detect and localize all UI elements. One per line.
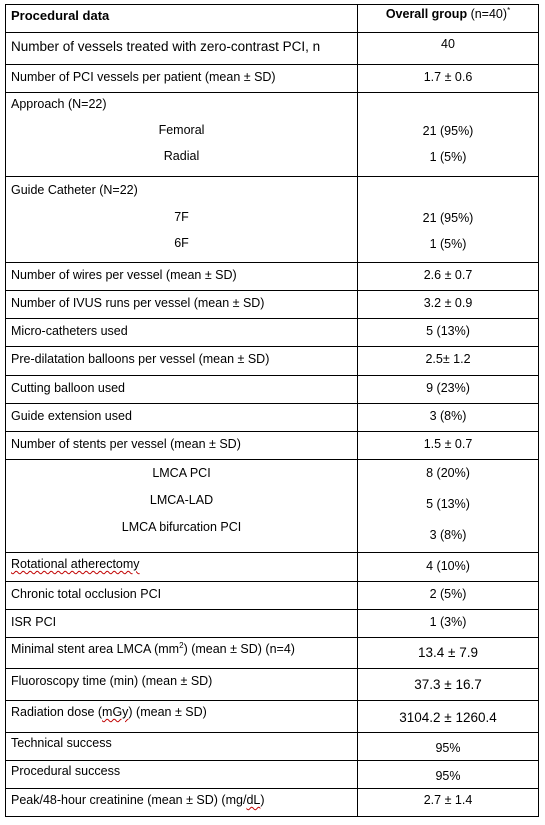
row-value: 1 (3%) <box>358 610 539 638</box>
row-label-pre: Radiation dose ( <box>11 705 103 719</box>
lmca-bifurcation-value: 3 (8%) <box>429 528 467 542</box>
row-label: Procedural success <box>6 761 358 789</box>
table-container <box>5 4 539 817</box>
row-label-post: ) (mean ± SD) (n=4) <box>183 642 295 656</box>
row-label-unit: dL <box>246 793 261 807</box>
row-label-post: ) (mean ± SD) <box>128 705 207 719</box>
row-label: Number of IVUS runs per vessel (mean ± SD) <box>6 291 358 319</box>
table-row <box>6 701 539 733</box>
header-footnote-mark: * <box>507 5 511 15</box>
header-n-count: (n=40) <box>467 7 508 21</box>
lmca-pci-label: LMCA PCI <box>152 466 211 480</box>
table-row <box>6 638 539 669</box>
row-label <box>6 701 358 733</box>
row-label: Number of vessels treated with zero-contrast PCI, n <box>6 33 358 65</box>
table-row <box>6 582 539 610</box>
row-value: 3104.2 ± 1260.4 <box>358 701 539 733</box>
table-row <box>6 432 539 460</box>
row-value: 3.2 ± 0.9 <box>358 291 539 319</box>
row-label-group <box>6 93 358 177</box>
row-value-group <box>358 177 539 263</box>
table-row <box>6 65 539 93</box>
row-label-superscript: 2 <box>179 640 184 650</box>
row-value-group <box>358 93 539 177</box>
row-value: 1.5 ± 0.7 <box>358 432 539 460</box>
row-label-text: Rotational atherectomy <box>11 557 140 571</box>
table-row <box>6 263 539 291</box>
header-overall-group <box>358 5 539 33</box>
row-label: Number of stents per vessel (mean ± SD) <box>6 432 358 460</box>
row-value: 2.6 ± 0.7 <box>358 263 539 291</box>
row-value: 37.3 ± 16.7 <box>358 669 539 701</box>
row-value: 5 (13%) <box>358 319 539 347</box>
approach-label: Approach (N=22) <box>11 97 107 111</box>
header-overall-group-bold: Overall group <box>385 7 468 21</box>
row-label <box>6 553 358 582</box>
row-label: Chronic total occlusion PCI <box>6 582 358 610</box>
lmca-pci-value: 8 (20%) <box>426 466 470 480</box>
table-row <box>6 789 539 817</box>
row-label: Cutting balloon used <box>6 376 358 404</box>
row-label: Micro-catheters used <box>6 319 358 347</box>
table-row-lmca <box>6 460 539 553</box>
row-label-unit: mGy <box>102 705 129 719</box>
table-row <box>6 610 539 638</box>
row-value: 13.4 ± 7.9 <box>358 638 539 669</box>
row-value: 40 <box>358 33 539 65</box>
guide-7f-value: 21 (95%) <box>422 211 474 225</box>
table-row <box>6 761 539 789</box>
lmca-lad-label: LMCA-LAD <box>149 493 214 507</box>
row-label-pre: Peak/48-hour creatinine (mean ± SD) (mg/ <box>11 793 247 807</box>
table-row <box>6 404 539 432</box>
guide-6f-value: 1 (5%) <box>429 237 467 251</box>
guide-catheter-label: Guide Catheter (N=22) <box>11 183 138 197</box>
row-value: 2.5± 1.2 <box>358 347 539 376</box>
row-value-group <box>358 460 539 553</box>
procedural-data-table <box>5 4 539 817</box>
approach-radial-label: Radial <box>163 149 200 163</box>
table-row-approach <box>6 93 539 177</box>
table-row <box>6 376 539 404</box>
header-procedural-data: Procedural data <box>6 5 358 33</box>
approach-femoral-label: Femoral <box>158 123 205 137</box>
row-label: ISR PCI <box>6 610 358 638</box>
guide-7f-label: 7F <box>174 210 189 224</box>
guide-6f-label: 6F <box>174 236 189 250</box>
row-label: Fluoroscopy time (min) (mean ± SD) <box>6 669 358 701</box>
row-label-post: ) <box>260 793 265 807</box>
table-row <box>6 669 539 701</box>
table-header-row <box>6 5 539 33</box>
row-value: 9 (23%) <box>358 376 539 404</box>
row-value: 4 (10%) <box>358 553 539 582</box>
row-label-pre: Minimal stent area LMCA (mm <box>11 642 180 656</box>
row-label-group <box>6 177 358 263</box>
table-row <box>6 319 539 347</box>
row-label <box>6 789 358 817</box>
lmca-lad-value: 5 (13%) <box>426 497 470 511</box>
row-label: Technical success <box>6 733 358 761</box>
row-label: Pre-dilatation balloons per vessel (mean ± SD) <box>6 347 358 376</box>
table-row <box>6 733 539 761</box>
table-row <box>6 33 539 65</box>
table-row <box>6 347 539 376</box>
table-row-guide-catheter <box>6 177 539 263</box>
row-label-group <box>6 460 358 553</box>
approach-radial-value: 1 (5%) <box>429 150 467 164</box>
table-row <box>6 553 539 582</box>
row-label: Guide extension used <box>6 404 358 432</box>
table-row <box>6 291 539 319</box>
row-value: 2 (5%) <box>358 582 539 610</box>
row-value: 1.7 ± 0.6 <box>358 65 539 93</box>
row-value: 95% <box>358 761 539 789</box>
row-value: 2.7 ± 1.4 <box>358 789 539 817</box>
row-label <box>6 638 358 669</box>
row-label: Number of wires per vessel (mean ± SD) <box>6 263 358 291</box>
approach-femoral-value: 21 (95%) <box>422 124 474 138</box>
row-value: 3 (8%) <box>358 404 539 432</box>
lmca-bifurcation-label: LMCA bifurcation PCI <box>121 520 242 534</box>
row-label: Number of PCI vessels per patient (mean ± SD) <box>6 65 358 93</box>
row-value: 95% <box>358 733 539 761</box>
